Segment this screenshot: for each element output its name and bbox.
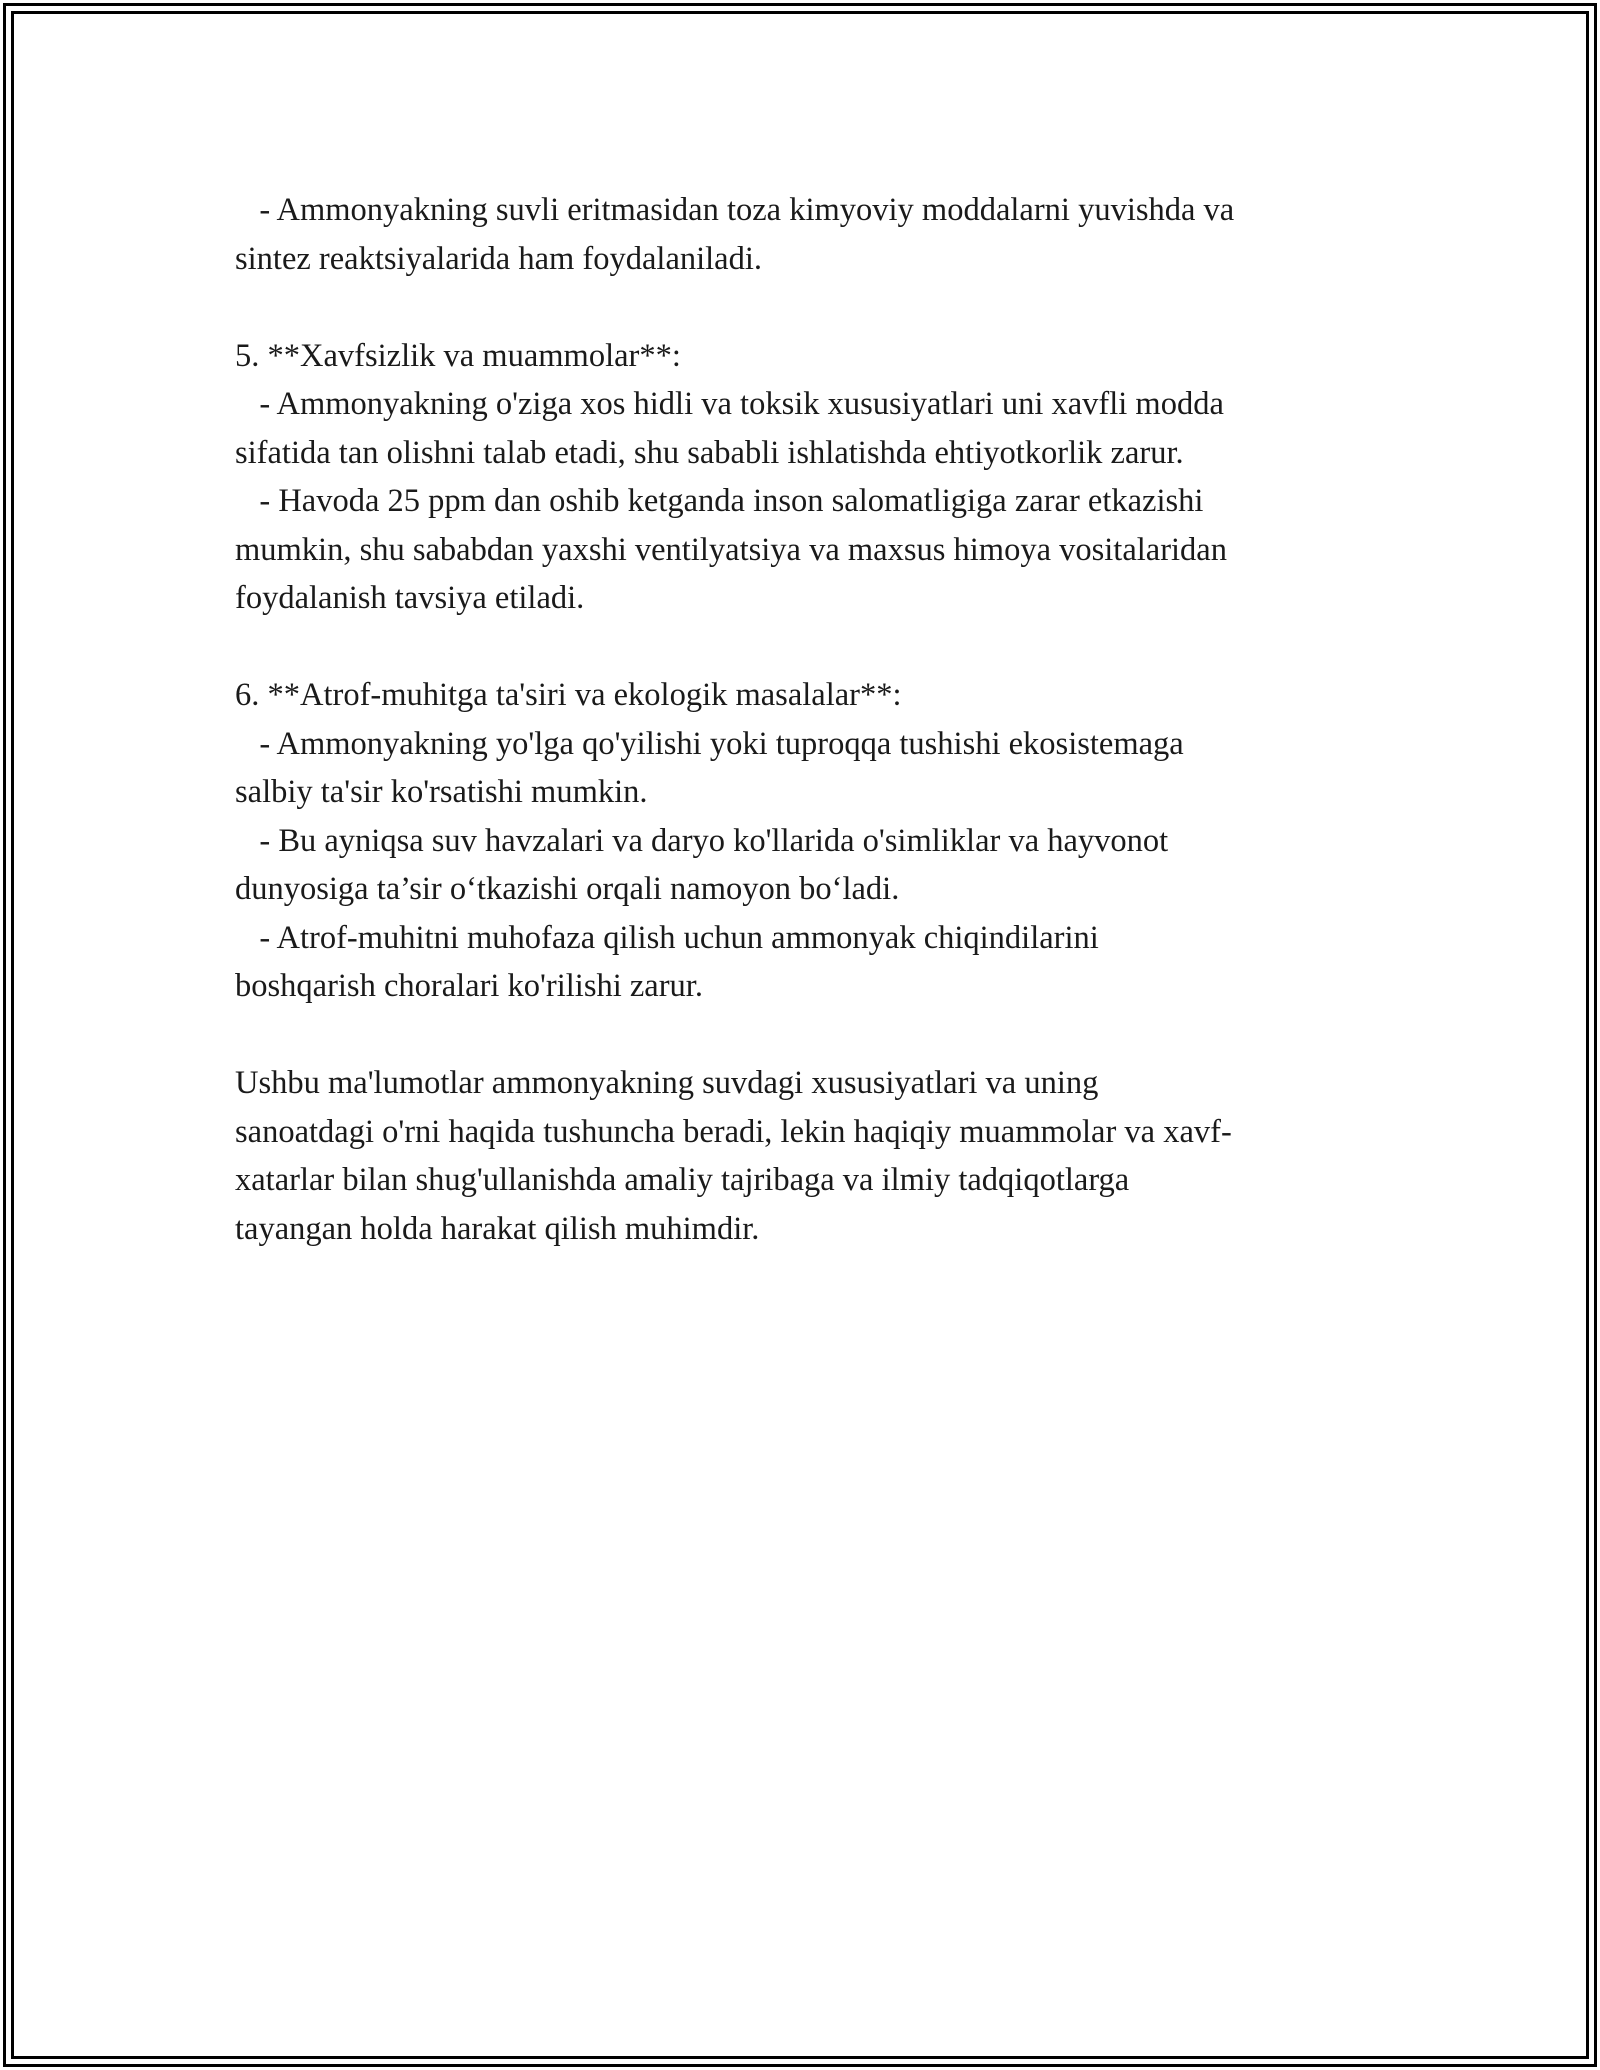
text-line: - Ammonyakning o'ziga xos hidli va toksik xususiyatlari uni xavfli modda xyxy=(235,386,1224,422)
text-line: sifatida tan olishni talab etadi, shu sababli ishlatishda ehtiyotkorlik zarur. xyxy=(235,434,1184,471)
section-heading-environment: 6. **Atrof-muhitga ta'siri va ekologik masalalar**: xyxy=(235,677,902,713)
text-line: boshqarish choralari ko'rilishi zarur. xyxy=(235,968,703,1004)
text-line: - Ammonyakning yo'lga qo'yilishi yoki tuproqqa tushishi ekosistemaga xyxy=(235,725,1184,762)
blank-line xyxy=(235,623,1375,672)
section-heading-safety: 5. **Xavfsizlik va muammolar**: xyxy=(235,337,681,374)
text-line: sintez reaktsiyalarida ham foydalaniladi. xyxy=(235,240,763,277)
blank-line xyxy=(235,283,1375,332)
text-line: foydalanish tavsiya etiladi. xyxy=(235,580,585,616)
text-line: - Ammonyakning suvli eritmasidan toza kimyoviy moddalarni yuvishda va xyxy=(235,192,1235,228)
text-line: mumkin, shu sababdan yaxshi ventilyatsiya va maxsus himoya vositalaridan xyxy=(235,531,1227,568)
conclusion-line: tayangan holda harakat qilish muhimdir. xyxy=(235,1210,760,1247)
document-body xyxy=(235,186,1375,1253)
text-line: - Bu ayniqsa suv havzalari va daryo ko'llarida o'simliklar va hayvonot xyxy=(235,822,1169,859)
conclusion-line: Ushbu ma'lumotlar ammonyakning suvdagi xususiyatlari va uning xyxy=(235,1065,1099,1101)
text-line: dunyosiga ta’sir o‘tkazishi orqali namoyon bo‘ladi. xyxy=(235,871,900,907)
blank-line xyxy=(235,1011,1375,1060)
text-line: salbiy ta'sir ko'rsatishi mumkin. xyxy=(235,774,648,810)
text-line: - Havoda 25 ppm dan oshib ketganda inson salomatligiga zarar etkazishi xyxy=(235,483,1204,519)
conclusion-line: xatarlar bilan shug'ullanishda amaliy tajribaga va ilmiy tadqiqotlarga xyxy=(235,1162,1130,1198)
conclusion-line: sanoatdagi o'rni haqida tushuncha beradi, lekin haqiqiy muammolar va xavf- xyxy=(235,1113,1232,1150)
text-line: - Atrof-muhitni muhofaza qilish uchun ammonyak chiqindilarini xyxy=(235,919,1099,956)
